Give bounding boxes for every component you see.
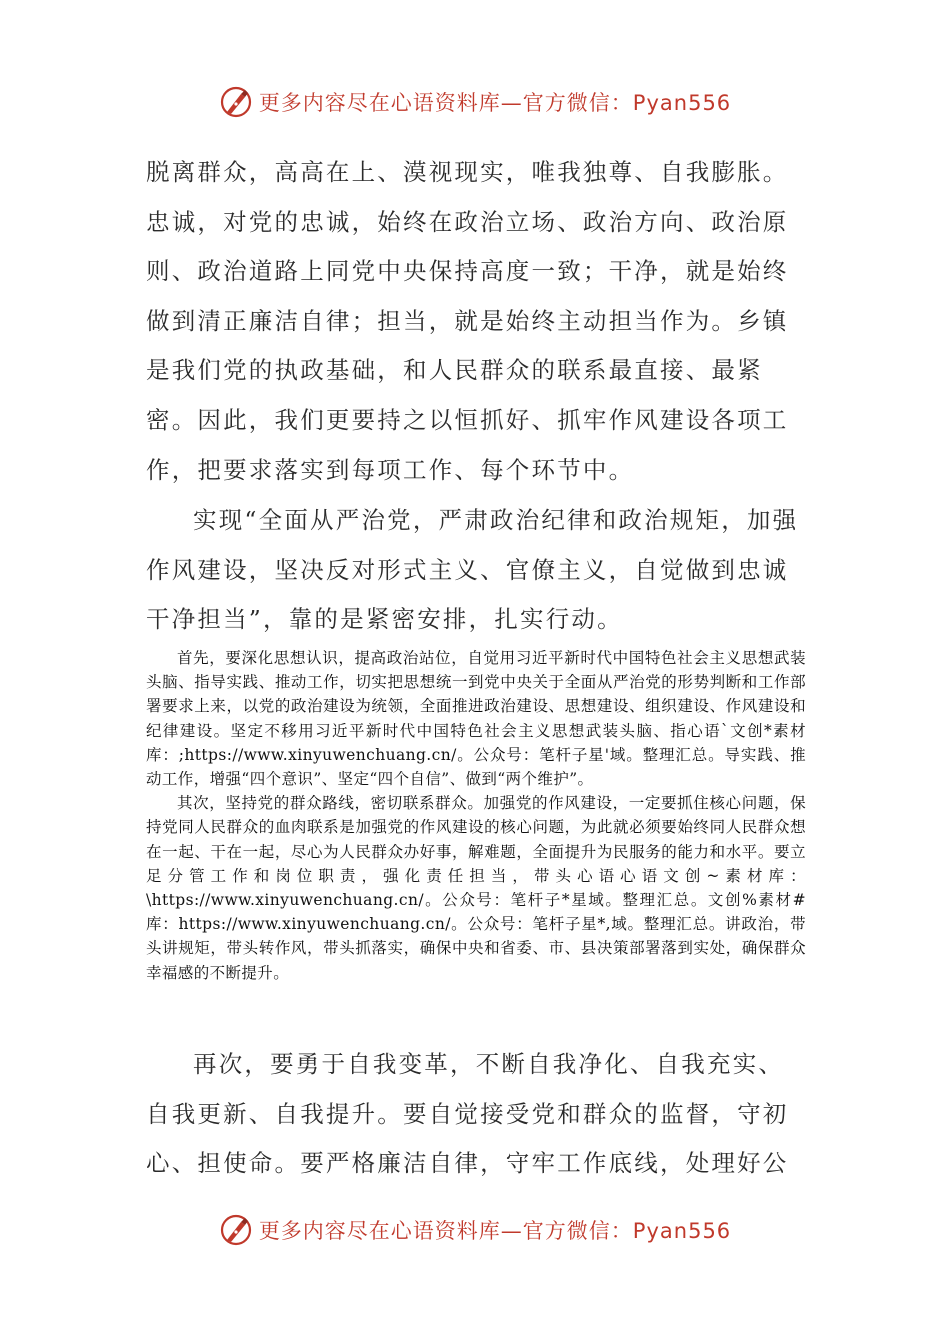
paragraph-text: 实现“全面从严治党，严肃政治纪律和政治规矩，加强作风建设，坚决反对形式主义、官僚主义，自觉做到忠诚干净担当”，靠的是紧密安排，扎实行动。 xyxy=(146,506,799,634)
pen-nib-circle-icon xyxy=(219,85,253,119)
header-banner-text: 更多内容尽在心语资料库—官方微信：Pyan556 xyxy=(258,91,732,115)
paragraph-intro xyxy=(146,148,806,495)
paragraph-first: 首先，要深化思想认识，提高政治站位，自觉用习近平新时代中国特色社会主义思想武装头脑、指导实践、推动工作，切实把思想统一到党中央关于全面从严治党的形势判断和工作部署要求上来，以党的政治建设为统领，全面推进政治建设、思想建设、组织建设、作风建设和纪律建设。坚定不移用习近平新时代中国特色社会主义思想武装头脑、指心语`文创*素材库：;https://www.xinyuwenchuang.cn/。公众号：笔杆子星'域。整理汇总。导实践、推动工作，增强“四个意识”、坚定“四个自信”、做到“两个维护”。 xyxy=(146,649,806,789)
header-banner xyxy=(0,82,950,122)
paragraph-text: 再次，要勇于自我变革，不断自我净化、自我充实、自我更新、自我提升。要自觉接受党和群众的监督，守初心、担使命。要严格廉洁自律，守牢工作底线，处理好公 xyxy=(146,1050,789,1178)
pen-nib-circle-icon xyxy=(219,1213,253,1247)
paragraph-second: 其次，坚持党的群众路线，密切联系群众。加强党的作风建设，一定要抓住核心问题，保持党同人民群众的血肉联系是加强党的作风建设的核心问题，为此就必须要始终同人民群众想在一起、干在一起，尽心为人民群众办好事，解难题，全面提升为民服务的能力和水平。要立足分管工作和岗位职责，强化责任担当，带头心语心语文创~素材库：\https://www.xinyuwenchuang.cn/。公众号：笔杆子*星域。整理汇总。文创%素材#库：https://www.xinyuwenchuang.cn/。公众号：笔杆子星*,域。整理汇总。讲政治，带头讲规矩，带头转作风，带头抓落实，确保中央和省委、市、县决策部署落到实处，确保群众幸福感的不断提升。 xyxy=(146,794,806,982)
paragraph-third xyxy=(146,1040,806,1189)
paragraph-text: 脱离群众，高高在上、漠视现实，唯我独尊、自我膨胀。忠诚，对党的忠诚，始终在政治立场、政治方向、政治原则、政治道路上同党中央保持高度一致；干净，就是始终做到清正廉洁自律；担当，就是始终主动担当作为。乡镇是我们党的执政基础，和人民群众的联系最直接、最紧密。因此，我们更要持之以恒抓好、抓牢作风建设各项工作，把要求落实到每项工作、每个环节中。 xyxy=(146,158,789,484)
footer-banner-text: 更多内容尽在心语资料库—官方微信：Pyan556 xyxy=(258,1219,732,1243)
footer-banner xyxy=(0,1210,950,1250)
paragraph-quote xyxy=(146,496,806,645)
small-text-section xyxy=(146,646,806,985)
